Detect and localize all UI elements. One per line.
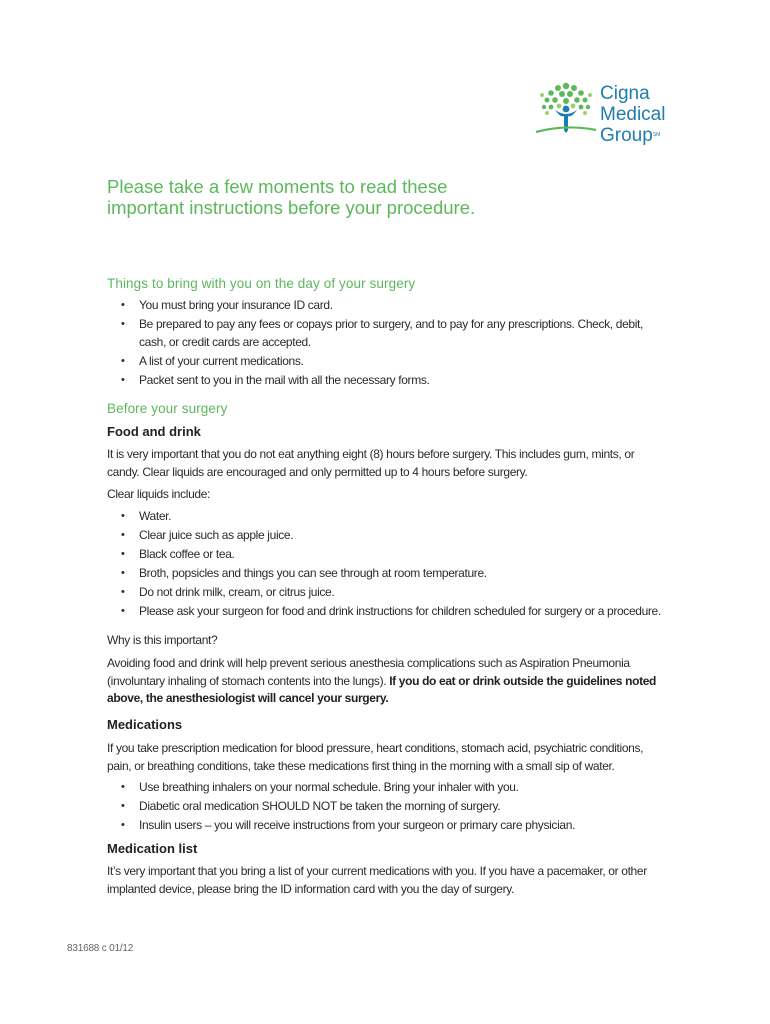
medication-list-text: It’s very important that you bring a list of your current medications with you. If you have a pacemaker, or other implanted device, please bring the ID information card with you the day of surgery. — [107, 864, 647, 896]
why-important-label: Why is this important? — [107, 633, 218, 647]
list-item: • A list of your current medications. — [107, 353, 667, 371]
list-item: • Be prepared to pay any fees or copays prior to surgery, and to pay for any prescriptions. Check, debit, cash, or credit cards are accepted. — [107, 316, 667, 351]
food-intro: It is very important that you do not eat anything eight (8) hours before surgery. This includes gum, mints, or candy. Clear liquids are encouraged and only permitted up to 4 hours before surgery. — [107, 447, 635, 479]
before-section-title: Before your surgery — [107, 401, 228, 416]
why-important-text — [107, 655, 667, 708]
list-item: • Broth, popsicles and things you can see through at room temperature. — [107, 565, 667, 583]
list-item: • Please ask your surgeon for food and drink instructions for children scheduled for surgery or a procedure. — [107, 603, 667, 621]
document-code: 831688 c 01/12 — [67, 943, 134, 954]
list-item: • Use breathing inhalers on your normal schedule. Bring your inhaler with you. — [107, 779, 667, 797]
list-item: • Packet sent to you in the mail with all the necessary forms. — [107, 372, 667, 390]
medications-title: Medications — [107, 717, 183, 732]
list-item: • Clear juice such as apple juice. — [107, 527, 667, 545]
clear-liquids-list — [107, 508, 667, 622]
food-title: Food and drink — [107, 424, 201, 439]
why-warning: If you do eat or drink outside the guidelines noted above, the anesthesiologist will cancel your surgery. — [107, 673, 657, 705]
logo-service-mark: SM — [652, 132, 661, 138]
headline-line-1: Please take a few moments to read these — [107, 176, 448, 197]
logo-line-2: Medical — [600, 104, 666, 125]
logo-wordmark — [600, 83, 665, 146]
logo-line-3: Group — [600, 125, 653, 146]
logo-line-1: Cigna — [600, 83, 650, 104]
medications-list — [107, 779, 667, 836]
list-item: • You must bring your insurance ID card. — [107, 297, 667, 315]
medication-list-title: Medication list — [107, 841, 198, 856]
page-headline — [107, 176, 607, 218]
clear-liquids-label: Clear liquids include: — [107, 487, 211, 501]
list-item: • Insulin users – you will receive instructions from your surgeon or primary care physician. — [107, 817, 667, 835]
cigna-logo — [533, 80, 673, 146]
list-item: • Do not drink milk, cream, or citrus juice. — [107, 584, 667, 602]
bring-section-title: Things to bring with you on the day of your surgery — [107, 276, 416, 291]
list-item: • Water. — [107, 508, 667, 526]
tree-of-life-icon — [533, 80, 599, 142]
why-text: Avoiding food and drink will help prevent serious anesthesia complications such as Aspiration Pneumonia (involuntary inhaling of stomach contents into the lungs). — [107, 656, 630, 688]
medications-intro: If you take prescription medication for blood pressure, heart conditions, stomach acid, psychiatric conditions, pain, or breathing conditions, take these medications first thing in the morning with a small sip of water. — [107, 741, 644, 773]
list-item: • Diabetic oral medication SHOULD NOT be taken the morning of surgery. — [107, 798, 667, 816]
list-item: • Black coffee or tea. — [107, 546, 667, 564]
headline-line-2: important instructions before your procedure. — [107, 197, 476, 218]
bring-list — [107, 297, 667, 391]
